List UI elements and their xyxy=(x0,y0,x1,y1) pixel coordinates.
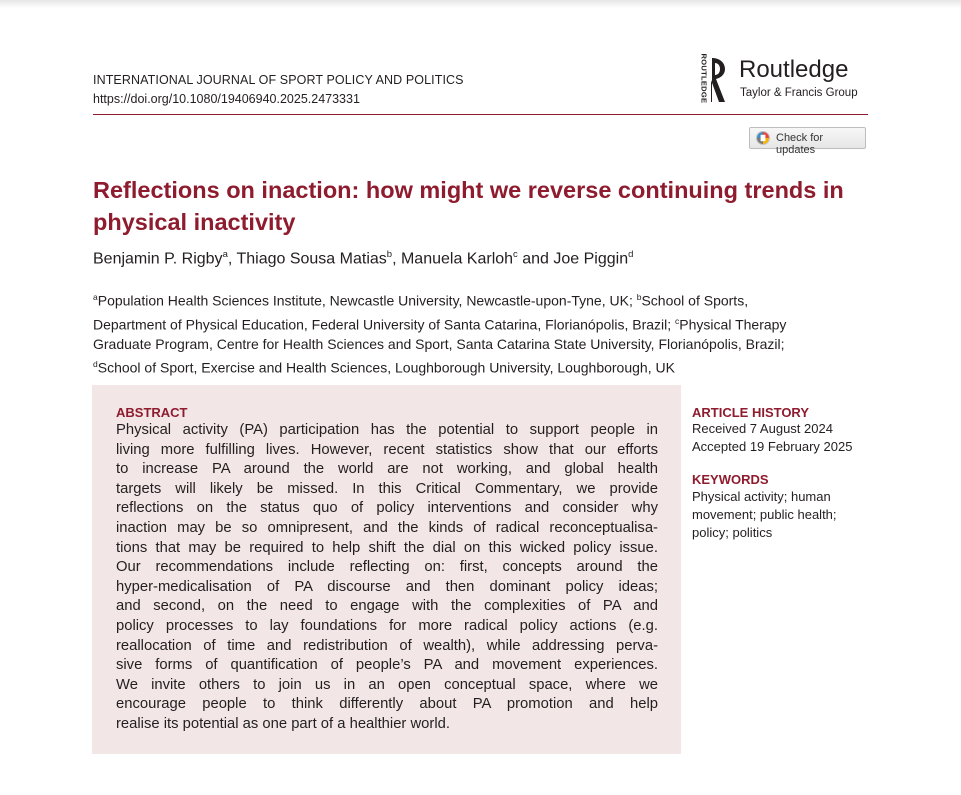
doi-link[interactable]: https://doi.org/10.1080/19406940.2025.2473331 xyxy=(93,92,360,106)
affiliations xyxy=(93,287,883,378)
author-affiliation-marker: c xyxy=(513,249,518,260)
abstract-heading: ABSTRACT xyxy=(116,405,188,420)
abstract-line: to increase PA around the world are not working, and global health xyxy=(116,461,658,478)
viewer-top-shadow xyxy=(0,0,961,8)
author-name[interactable]: Joe Piggin xyxy=(553,250,629,268)
author-affiliation-marker: a xyxy=(222,249,228,260)
author-affiliation-marker: d xyxy=(628,249,634,260)
publisher-name: Routledge xyxy=(739,56,849,83)
abstract-line: Physical activity (PA) participation has the potential to support people in xyxy=(116,422,658,438)
keywords-text xyxy=(692,488,867,542)
article-title: Reflections on inaction: how might we reverse continuing trends in physical inactivity xyxy=(93,177,844,235)
abstract-line: inaction may be so omnipresent, and the kinds of radical reconceptualisa- xyxy=(116,519,658,536)
abstract-line: living more fulfilling lives. However, recent statistics show that our efforts xyxy=(116,441,658,458)
affiliation-line: Department of Physical Education, Federal University of Santa Catarina, Florianópolis, Brazil; $^c$Physical Therapy xyxy=(93,315,787,333)
crossmark-icon xyxy=(756,131,770,145)
author-list: Benjamin P. Rigby$^a$, Thiago Sousa Matias$^b$, Manuela Karloh$^c$ and Joe Piggin$^d$ xyxy=(93,249,634,268)
abstract-line: reallocation of time and redistribution of wealth), while addressing perva- xyxy=(116,637,658,654)
abstract-body xyxy=(116,421,658,735)
abstract-line: We invite others to join us in an open conceptual space, where we xyxy=(116,676,658,693)
keywords-heading: KEYWORDS xyxy=(692,472,769,487)
keywords-line: movement; public health; xyxy=(692,507,837,522)
publisher-vertical-wordmark: ROUTLEDGE xyxy=(699,53,709,104)
abstract-line: sive forms of quantification of people’s PA and movement experiences. xyxy=(116,657,658,674)
abstract-line: Our recommendations include reflecting on: first, concepts around the xyxy=(116,559,658,576)
abstract-line: tions that may be required to help shift the dial on this wicked policy issue. xyxy=(116,539,658,556)
abstract-line: reflections on the status quo of policy interventions and consider why xyxy=(116,500,658,517)
abstract-line: policy processes to lay foundations for more radical policy actions (e.g. xyxy=(116,617,658,634)
abstract-line: realise its potential as one part of a healthier world. xyxy=(116,715,450,732)
publisher-group: Taylor & Francis Group xyxy=(740,87,858,99)
publisher-logo[interactable] xyxy=(697,53,872,106)
author-affiliation-marker: b xyxy=(386,249,393,260)
article-history xyxy=(692,405,867,456)
abstract-line: encourage people to think differently about PA promotion and help xyxy=(116,696,658,713)
keywords-line: Physical activity; human xyxy=(692,489,831,504)
keywords xyxy=(692,472,867,542)
header-divider xyxy=(93,114,868,115)
affiliation-line: $^a$Population Health Sciences Institute, Newcastle University, Newcastle-upon-Tyne, UK; $^b$School of Sports, xyxy=(93,292,749,309)
received-date: Received 7 August 2024 xyxy=(692,421,833,436)
author-name[interactable]: Benjamin P. Rigby xyxy=(93,250,223,268)
abstract-line: and second, on the need to engage with the complexities of PA and xyxy=(116,598,658,615)
article-history-heading: ARTICLE HISTORY xyxy=(692,405,810,420)
abstract-line: hyper-medicalisation of PA discourse and then dominant policy ideas; xyxy=(116,578,658,595)
journal-name: INTERNATIONAL JOURNAL OF SPORT POLICY AND POLITICS xyxy=(93,73,464,87)
affiliation-line: Graduate Program, Centre for Health Sciences and Sport, Santa Catarina State University, Florianópolis, Brazil; xyxy=(93,336,785,353)
keywords-line: policy; politics xyxy=(692,525,773,540)
author-name[interactable]: Thiago Sousa Matias xyxy=(236,250,387,268)
affiliation-line: $^d$School of Sport, Exercise and Health Sciences, Loughborough University, Loughborough, UK xyxy=(93,359,675,376)
author-name[interactable]: Manuela Karloh xyxy=(400,250,514,268)
routledge-logo-icon xyxy=(697,53,729,104)
abstract-line: targets will likely be missed. In this Critical Commentary, we provide xyxy=(116,480,658,497)
check-for-updates-button[interactable] xyxy=(749,127,866,156)
accepted-date: Accepted 19 February 2025 xyxy=(692,439,853,454)
check-for-updates-label: Check for updates xyxy=(776,132,824,156)
